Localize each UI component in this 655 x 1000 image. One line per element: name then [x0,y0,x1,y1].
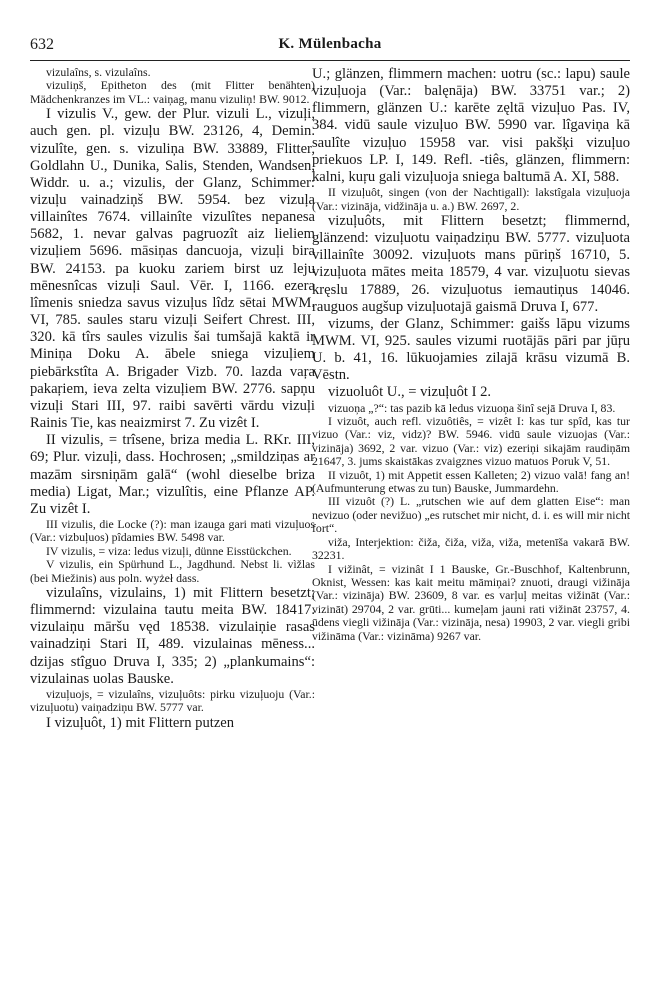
entry-paragraph: I vizuôt, auch refl. vizuôtiês, = vizêt I: kas tur spîd, kas tur vizuo (Var.: viz, vidz)? BW. 5946. vidū saule vizuojas (Var.: vizināja) 3692, 2 var. vizuo (Var.: viz) ezeriņi sikajām raudiņām 21647, 3. jums skaistākas zvaigznes vizuo matuos Poruk V, 51. [312,414,630,469]
entry-paragraph: V vizulis, ein Spürhund L., Jagdhund. Nebst li. vìžlas (bei Miežinis) aus poln. wyżeł dass. [30,557,315,585]
entry-paragraph: II vizulis, = trîsene, briza media L. RKr. III, 69; Plur. vizuļi, dass. Hochrosen; „smildziņas ar mazām sirsniņām galā“ (wohl dieselbe briza media) Ligat, Mar.; vizulîtis, eine Pflanze AP. Zu vizêt I. [30,432,315,517]
entry-paragraph: I vizuļuôt, 1) mit Flittern putzen [46,714,235,731]
running-title: K. Mülenbacha [278,36,382,52]
right-column [312,66,630,643]
entry-paragraph: I vižinât, = vizinât I 1 Bauske, Gr.-Buschhof, Kaltenbrunn, Oknist, Wessen: kas kait meitu māmiņai? znuoti, draugi vižināja (Var.: vizināja) BW. 23609, 8 var. es varļuļ meitas vižināt (Var.: vizināt) 29704, 2 var. grūti... kumeļam jauni rati vižināt 23757, 4. ūdens viegli vižināja (Var.: vizināja, nesa) 19903, 2 var. viegli gribi vižināma (Var.: vizināma) 9267 var. [312,561,630,643]
entry-paragraph: vizuoņa „?“: tas pazib kā ledus vizuoņa šinî sejā Druva I, 83. [328,400,616,415]
entry-paragraph: III vizulis, die Locke (?): man izauga gari mati vizuļuos (Var.: vizbuļuos) pîdamies BW. 5498 var. [30,516,315,545]
entry-paragraph: vizums, der Glanz, Schimmer: gaišs lāpu vizums MWM. VI, 925. saules vizumi ruotājās pāri par jūŗu U. b. 41, 16. lūkuojamies zilajā krāsu vizumā B. Vēstn. [312,315,630,384]
entry-paragraph: IV vizulis, = viza: ledus vizuļi, dünne Eisstückchen. [46,543,292,558]
entry-paragraph: vizuliņš, Epitheton des (mit Flitter benähten) Mädchenkranzes im VL.: vaiņag, manu vizuliņ! BW. 9012. [30,78,315,106]
entry-paragraph: vizuļuojs, = vizulaîns, vizuļuôts: pirku vizuļuoju (Var.: vizuļuotu) vaiņadziņu BW. 5777 var. [30,686,315,715]
entry-paragraph: viža, Interjektion: čiža, čiža, viža, viža, metenīša vakarā BW. 32231. [312,534,630,563]
entry-paragraph: III vizuôt (?) L. „rutschen wie auf dem glatten Eise“: man nevizuo (oder nevižuo) „es rutschet mir nicht, d. i. es will mir nicht fort“. [312,494,630,536]
left-column [30,66,315,732]
entry-paragraph: vizulaîns, s. vizulaîns. [46,65,151,79]
page-number: 632 [30,36,54,53]
entry-paragraph: vizulaîns, vizulains, 1) mit Flittern besetzt; flimmernd: vizulaina tautu meita BW. 18417. vizulaiņu māršu vęd 18538. vizulaiņie rasas vainadziņi Stari II, 489. vizulainas mēness... dzijas stîguo Druva I, 335; 2) „plankumains“: vizulainas uolas Bauske. [30,585,315,687]
entry-paragraph: U.; glänzen, flimmern machen: uotru (sc.: lapu) saule vizuļuoja (Var.: balęnāja) BW. 33751 var.; 2) flimmern, glänzen U.: karēte zęltā vizuļuo Pas. IV, 384. vidū saule vizuļuo BW. 5990 var. lîgaviņa kā saulîte vizuļuo 15958 var. visi pakšķi vizuļuo priekuos LP. I, 149. Refl. -tiês, glänzen, flimmern: kalni, kuŗu gali vizuļuoja sniega baltumā A. XI, 588. [312,66,630,185]
entry-paragraph: I vizulis V., gew. der Plur. vizuli L., vizuļi, auch gen. pl. vizuļu BW. 23126, 4, Demin. vizulîte, gen. s. vizuliņa BW. 33889, Flitter, Goldlahn U., Dunika, Salis, Stenden, Wandsen, Widdr. u. a.; vizulis, der Glanz, Schimmer: vizuļu vainadziņš BW. 5954. bez vizuļa villainîtes 7674. villainîte vizulîtes nepanesa 5682, 1. nevar galvas pagruozît aiz lieliem vizuļiem 5696. māsiņas dancuoja, vizuļi bira BW. 24153. pa kuoku zariem birst uz leju mēnesnîcas vizuļi Saul. Vēr. I, 1166. ezera lîmenis sniedza savus vizuļus lîdz sētai MWM. VI, 785. saules staru vizuļi Seifert Chrest. III, 320. kā tîrs saules vizulis šai tumšajā kaktā ir Miniņa Doku A. ābele sniega vizuļiem piebārkstîta A. Brigader Vizb. 70. lazda vaŗa pakaŗiem, ieva zelta vizuļiem BW. 2776. sapņu vizuļi Stari III, 97. raibi savērti vārdu vizuļi Rainis Tie, kas neaizmirst 7. Zu vizêt I. [30,106,315,432]
page-header [30,36,630,56]
entry-paragraph: II vizuôt, 1) mit Appetit essen Kalleten; 2) vizuo valā! fang an! (Aufmunterung etwas zu tun) Bauske, Jummardehn. [312,467,630,496]
entry-paragraph: vizuļuôts, mit Flittern besetzt; flimmernd, glänzend: vizuļuotu vaiņadziņu BW. 5777. vizuļuota villainîte 30092. vizuļuots mans pūriņš 16710, 5. vizuļuota mātes meita 18579, 4 var. vizuļuotu sievas kręslu 17889, 26. vizuļuotus iemautiņus 14046. rauguos augšup vizuļuotajā gaismā Druva I, 677. [312,212,630,315]
entry-paragraph: vizuoluôt U., = vizuļuôt I 2. [328,384,492,401]
header-rule [30,60,630,61]
entry-paragraph: II vizuļuôt, singen (von der Nachtigall): lakstîgala vizuļuoja (Var.: vizināja, vidžināja u. a.) BW. 2697, 2. [312,185,630,213]
